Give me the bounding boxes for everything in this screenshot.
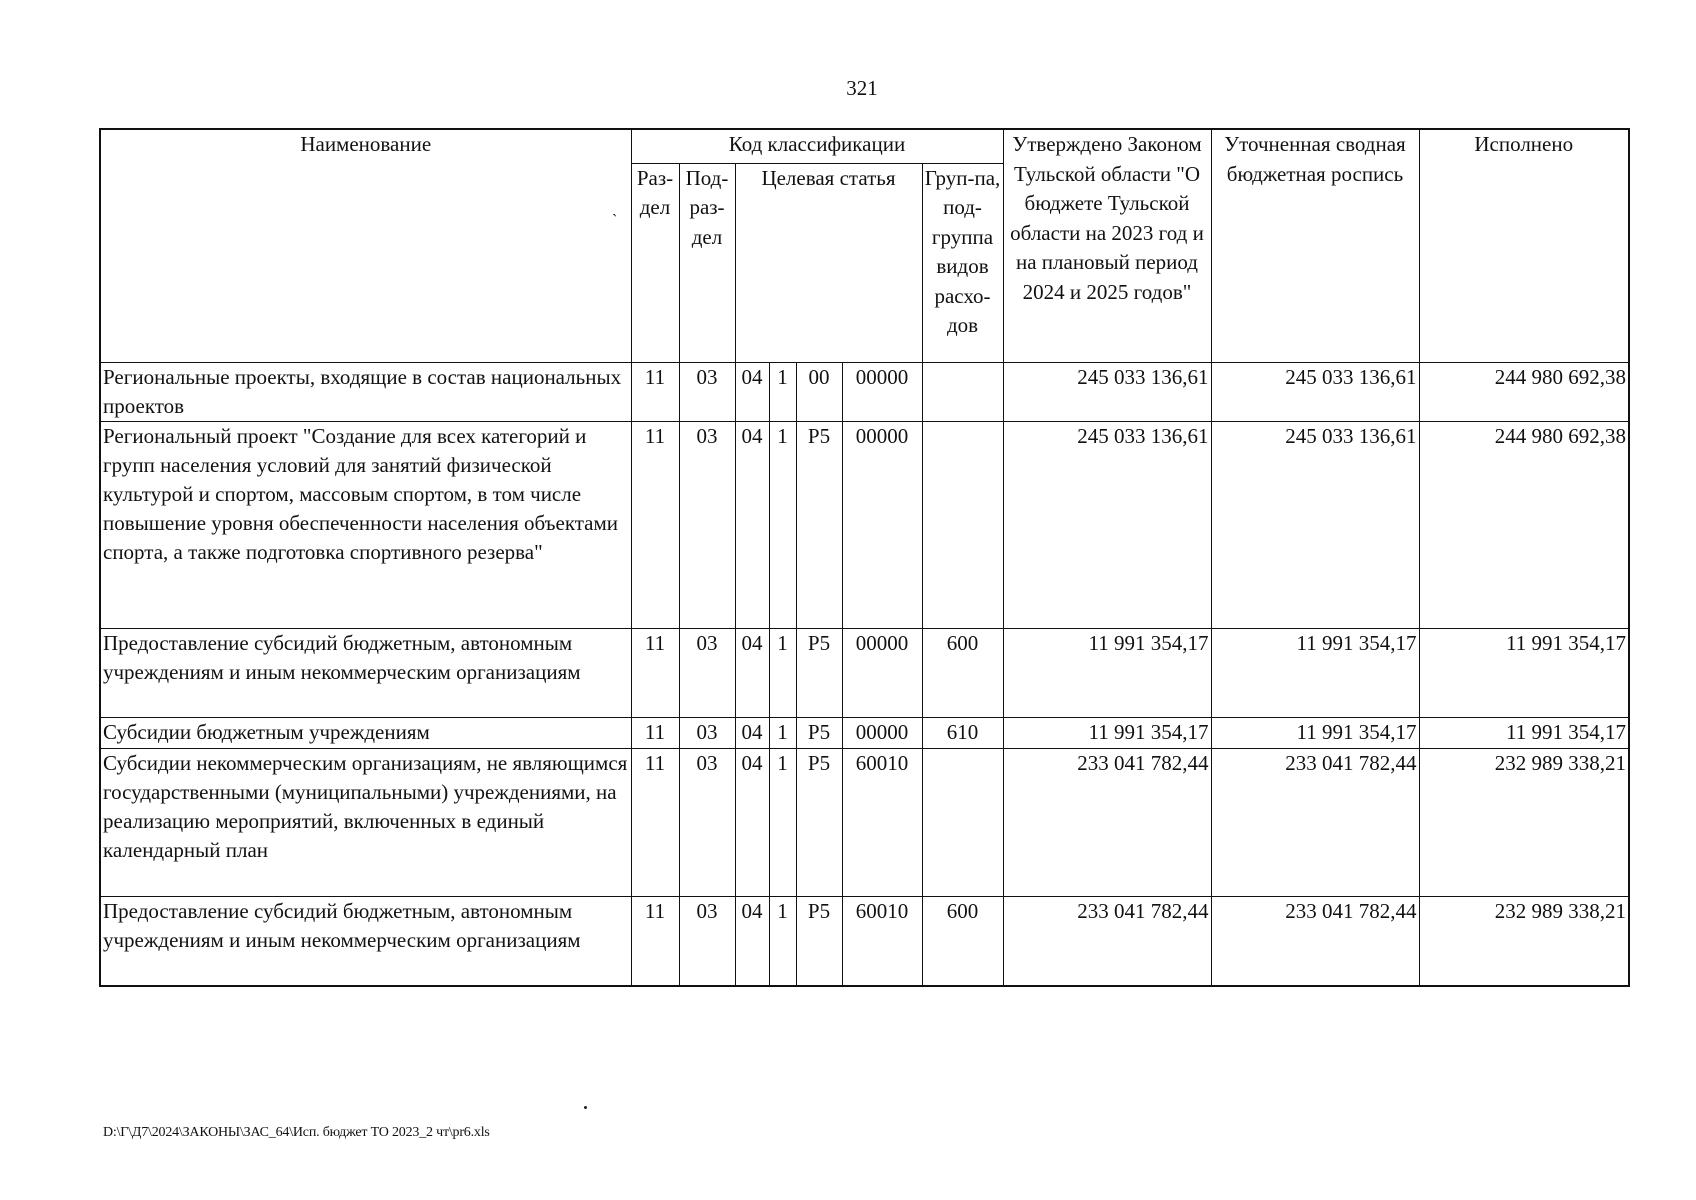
header-row-1 [100, 129, 1629, 163]
footer-file-path: D:\Г\Д7\2024\ЗАКОНЫ\ЗАС_64\Исп. бюджет ТО 2023_2 чт\pr6.xls [103, 1125, 490, 1140]
header-section: Раз-дел [631, 163, 679, 362]
row-approved: 233 041 782,44 [1003, 897, 1211, 986]
header-expense-group: Груп-па, под-группа видов расхо-дов [922, 163, 1003, 362]
row-refined: 245 033 136,61 [1211, 363, 1419, 422]
header-classification: Код классификации [631, 129, 1003, 163]
row-section: 11 [631, 363, 679, 422]
row-approved: 11 991 354,17 [1003, 718, 1211, 749]
row-expense-group [922, 749, 1003, 897]
row-target-direction: 60010 [842, 749, 922, 897]
row-target-project: Р5 [796, 897, 842, 986]
row-approved: 11 991 354,17 [1003, 629, 1211, 718]
row-target-project: Р5 [796, 629, 842, 718]
row-executed: 232 989 338,21 [1419, 749, 1629, 897]
header-approved: Утверждено Законом Тульской области "О бюджете Тульской области на 2023 год и на плановый период 2024 и 2025 годов" [1003, 129, 1211, 363]
row-target-program: 04 [735, 629, 769, 718]
row-expense-group: 610 [922, 718, 1003, 749]
row-target-program: 04 [735, 749, 769, 897]
header-name: Наименование [100, 129, 631, 363]
row-refined: 11 991 354,17 [1211, 629, 1419, 718]
row-target-type: 1 [769, 422, 796, 629]
row-refined: 233 041 782,44 [1211, 749, 1419, 897]
budget-table [99, 128, 1630, 987]
row-target-direction: 00000 [842, 422, 922, 629]
header-subsection: Под-раз-дел [679, 163, 735, 362]
row-subsection: 03 [679, 749, 735, 897]
row-target-type: 1 [769, 629, 796, 718]
header-target-article: Целевая статья [735, 163, 922, 362]
row-target-type: 1 [769, 897, 796, 986]
stray-mark: ` [612, 212, 618, 229]
row-target-project: 00 [796, 363, 842, 422]
stray-dot [584, 1106, 587, 1109]
row-expense-group [922, 363, 1003, 422]
row-refined: 11 991 354,17 [1211, 718, 1419, 749]
row-section: 11 [631, 718, 679, 749]
table-row [100, 629, 1629, 718]
row-subsection: 03 [679, 629, 735, 718]
row-target-program: 04 [735, 897, 769, 986]
row-expense-group: 600 [922, 629, 1003, 718]
row-target-project: Р5 [796, 749, 842, 897]
row-subsection: 03 [679, 718, 735, 749]
table-row [100, 363, 1629, 422]
row-section: 11 [631, 629, 679, 718]
row-approved: 245 033 136,61 [1003, 363, 1211, 422]
table-row [100, 749, 1629, 897]
row-target-project: Р5 [796, 422, 842, 629]
row-approved: 233 041 782,44 [1003, 749, 1211, 897]
row-name: Предоставление субсидий бюджетным, автономным учреждениям и иным некоммерческим организациям [100, 629, 631, 718]
row-target-program: 04 [735, 363, 769, 422]
row-executed: 244 980 692,38 [1419, 422, 1629, 629]
row-approved: 245 033 136,61 [1003, 422, 1211, 629]
row-subsection: 03 [679, 422, 735, 629]
row-name: Субсидии бюджетным учреждениям [100, 718, 631, 749]
row-name: Субсидии некоммерческим организациям, не являющимся государственными (муниципальными) учреждениями, на реализацию мероприятий, включенных в единый календарный план [100, 749, 631, 897]
header-refined: Уточненная сводная бюджетная роспись [1211, 129, 1419, 363]
row-section: 11 [631, 749, 679, 897]
row-target-direction: 00000 [842, 363, 922, 422]
table-row [100, 897, 1629, 986]
row-target-type: 1 [769, 749, 796, 897]
row-target-direction: 00000 [842, 718, 922, 749]
row-executed: 11 991 354,17 [1419, 718, 1629, 749]
row-subsection: 03 [679, 897, 735, 986]
row-expense-group [922, 422, 1003, 629]
row-expense-group: 600 [922, 897, 1003, 986]
row-refined: 245 033 136,61 [1211, 422, 1419, 629]
row-subsection: 03 [679, 363, 735, 422]
table-row [100, 718, 1629, 749]
row-target-program: 04 [735, 718, 769, 749]
row-section: 11 [631, 897, 679, 986]
row-target-direction: 60010 [842, 897, 922, 986]
row-refined: 233 041 782,44 [1211, 897, 1419, 986]
row-executed: 232 989 338,21 [1419, 897, 1629, 986]
row-target-program: 04 [735, 422, 769, 629]
row-executed: 11 991 354,17 [1419, 629, 1629, 718]
header-executed: Исполнено [1419, 129, 1629, 363]
row-target-direction: 00000 [842, 629, 922, 718]
row-target-type: 1 [769, 718, 796, 749]
row-executed: 244 980 692,38 [1419, 363, 1629, 422]
table-row [100, 422, 1629, 629]
row-name: Региональный проект "Создание для всех категорий и групп населения условий для занятий физической культурой и спортом, массовым спортом, в том числе повышение уровня обеспеченности населения объектами спорта, а также подготовка спортивного резерва" [100, 422, 631, 629]
row-name: Региональные проекты, входящие в состав национальных проектов [100, 363, 631, 422]
row-section: 11 [631, 422, 679, 629]
page-number: 321 [846, 76, 878, 100]
row-name: Предоставление субсидий бюджетным, автономным учреждениям и иным некоммерческим организациям [100, 897, 631, 986]
row-target-project: Р5 [796, 718, 842, 749]
row-target-type: 1 [769, 363, 796, 422]
